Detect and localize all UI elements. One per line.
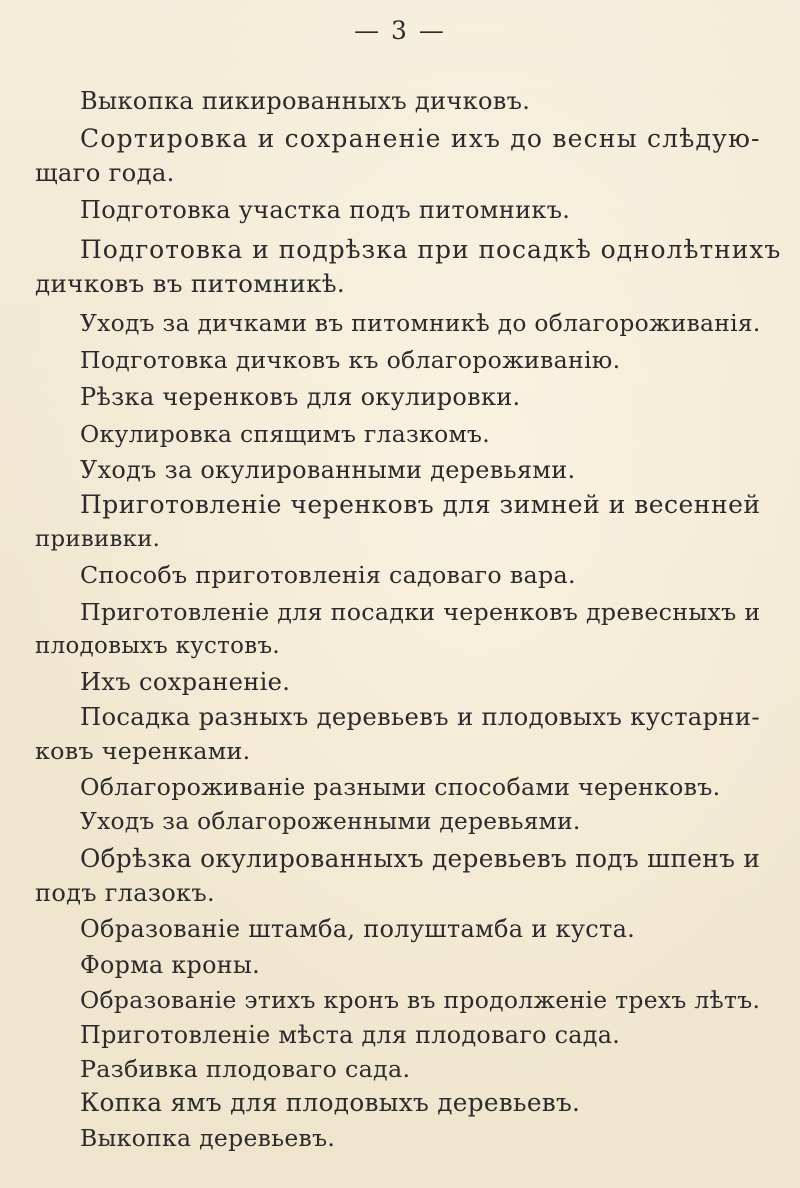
text-line: Ихъ сохраненіе. <box>80 668 291 696</box>
text-line: щаго года. <box>35 158 175 187</box>
text-line: Форма кроны. <box>80 951 260 979</box>
text-line: Приготовленіе черенковъ для зимней и весенней <box>80 490 761 519</box>
text-line: Приготовленіе мѣста для плодоваго сада. <box>80 1021 621 1049</box>
text-line: Выкопка пикированныхъ дичковъ. <box>80 87 531 115</box>
text-line: Уходъ за окулированными деревьями. <box>80 456 576 484</box>
text-line: Подготовка дичковъ къ облагороживанію. <box>80 346 621 374</box>
text-line: Копка ямъ для плодовыхъ деревьевъ. <box>80 1088 581 1117</box>
text-line: Приготовленіе для посадки черенковъ древесныхъ и <box>80 598 761 626</box>
text-line: прививки. <box>35 526 161 552</box>
text-line: Облагороживаніе разными способами черенковъ. <box>80 773 721 801</box>
text-line: Уходъ за облагороженными деревьями. <box>80 808 581 835</box>
text-line: Образованіе этихъ кронъ въ продолженіе трехъ лѣтъ. <box>80 986 761 1014</box>
text-line: подъ глазокъ. <box>35 879 215 907</box>
text-line: Подготовка и подрѣзка при посадкѣ однолѣтнихъ <box>80 235 782 264</box>
text-line: плодовыхъ кустовъ. <box>35 633 280 659</box>
text-line: ковъ черенками. <box>35 737 251 765</box>
text-line: Разбивка плодоваго сада. <box>80 1055 411 1083</box>
text-line: Обрѣзка окулированныхъ деревьевъ подъ шпенъ и <box>80 844 761 873</box>
text-line: Посадка разныхъ деревьевъ и плодовыхъ кустарни- <box>80 702 760 731</box>
text-line: Сортировка и сохраненіе ихъ до весны слѣдую- <box>80 124 761 153</box>
text-line: дичковъ въ питомникѣ. <box>35 269 346 298</box>
text-line: Подготовка участка подъ питомникъ. <box>80 196 571 224</box>
text-line: Уходъ за дичками въ питомникѣ до облагороживанія. <box>80 309 761 337</box>
text-line: Образованіе штамба, полуштамба и куста. <box>80 915 636 943</box>
text-line: Окулировка спящимъ глазкомъ. <box>80 420 491 448</box>
text-line: Способъ приготовленія садоваго вара. <box>80 561 576 589</box>
text-line: Рѣзка черенковъ для окулировки. <box>80 383 521 411</box>
text-line: Выкопка деревьевъ. <box>80 1124 336 1152</box>
page-number: — 3 — <box>354 16 446 45</box>
